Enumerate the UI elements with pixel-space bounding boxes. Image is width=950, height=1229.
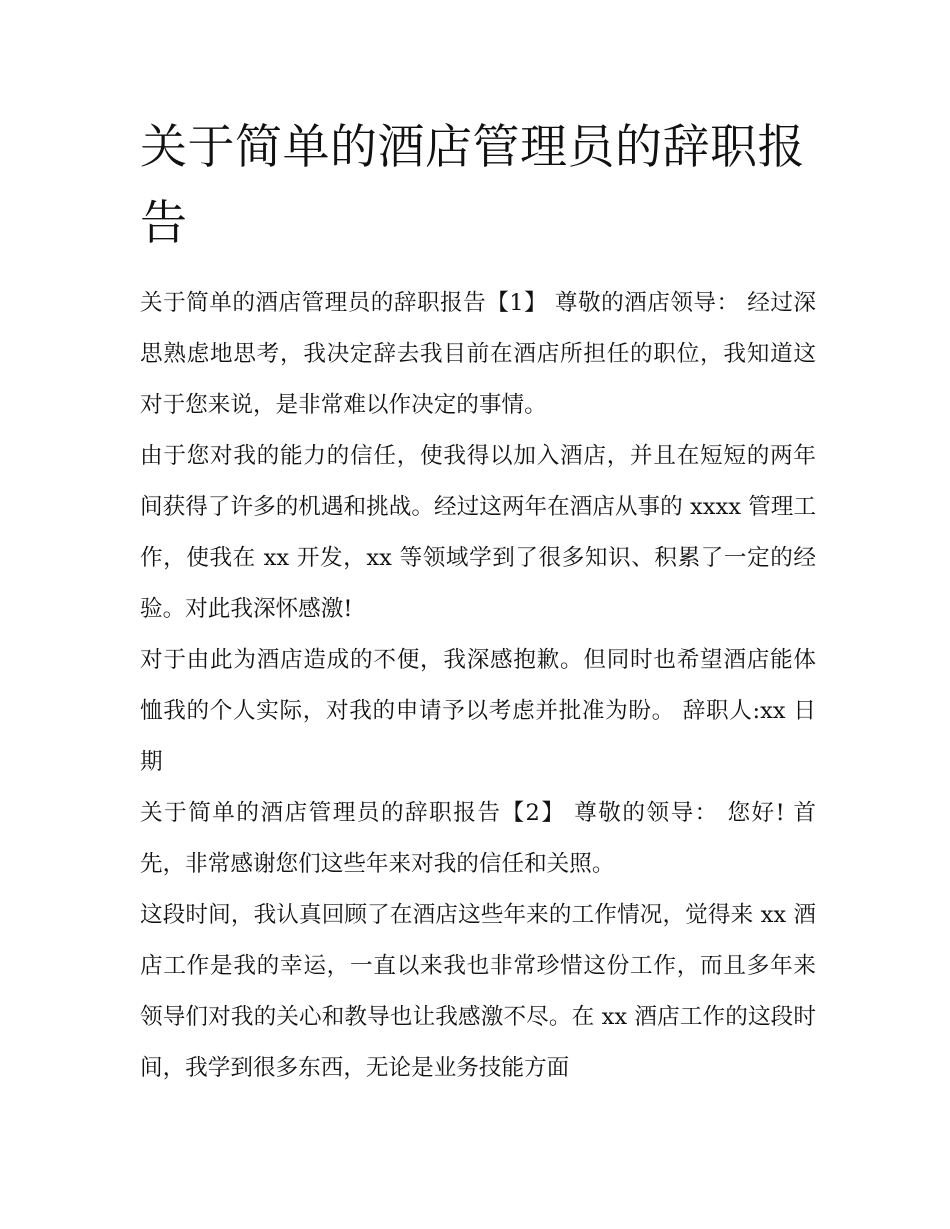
paragraph: 这段时间，我认真回顾了在酒店这些年来的工作情况，觉得来 xx 酒店工作是我的幸运，一直以来我也非常珍惜这份工作，而且多年来领导们对我的关心和教导也让我感激不尽。在 xx 酒店工作的这段时间，我学到很多东西，无论是业务技能方面 — [140, 902, 816, 1081]
paragraph: 关于简单的酒店管理员的辞职报告【2】 尊敬的领导： 您好! 首先，非常感谢您们这些年来对我的信任和关照。 — [140, 800, 816, 877]
document-body — [140, 278, 816, 1094]
document-title: 关于简单的酒店管理员的辞职报告 — [140, 120, 805, 251]
paragraph: 关于简单的酒店管理员的辞职报告【1】 尊敬的酒店领导： 经过深思熟虑地思考，我决定辞去我目前在酒店所担任的职位，我知道这对于您来说，是非常难以作决定的事情。 — [140, 290, 816, 418]
paragraph: 由于您对我的能力的信任，使我得以加入酒店，并且在短短的两年间获得了许多的机遇和挑战。经过这两年在酒店从事的 xxxx 管理工作，使我在 xx 开发，xx 等领域学到了很多知识、积累了一定的经验。对此我深怀感激! — [140, 443, 816, 622]
paragraph: 对于由此为酒店造成的不便，我深感抱歉。但同时也希望酒店能体恤我的个人实际，对我的申请予以考虑并批准为盼。 辞职人:xx 日期 — [140, 647, 816, 775]
